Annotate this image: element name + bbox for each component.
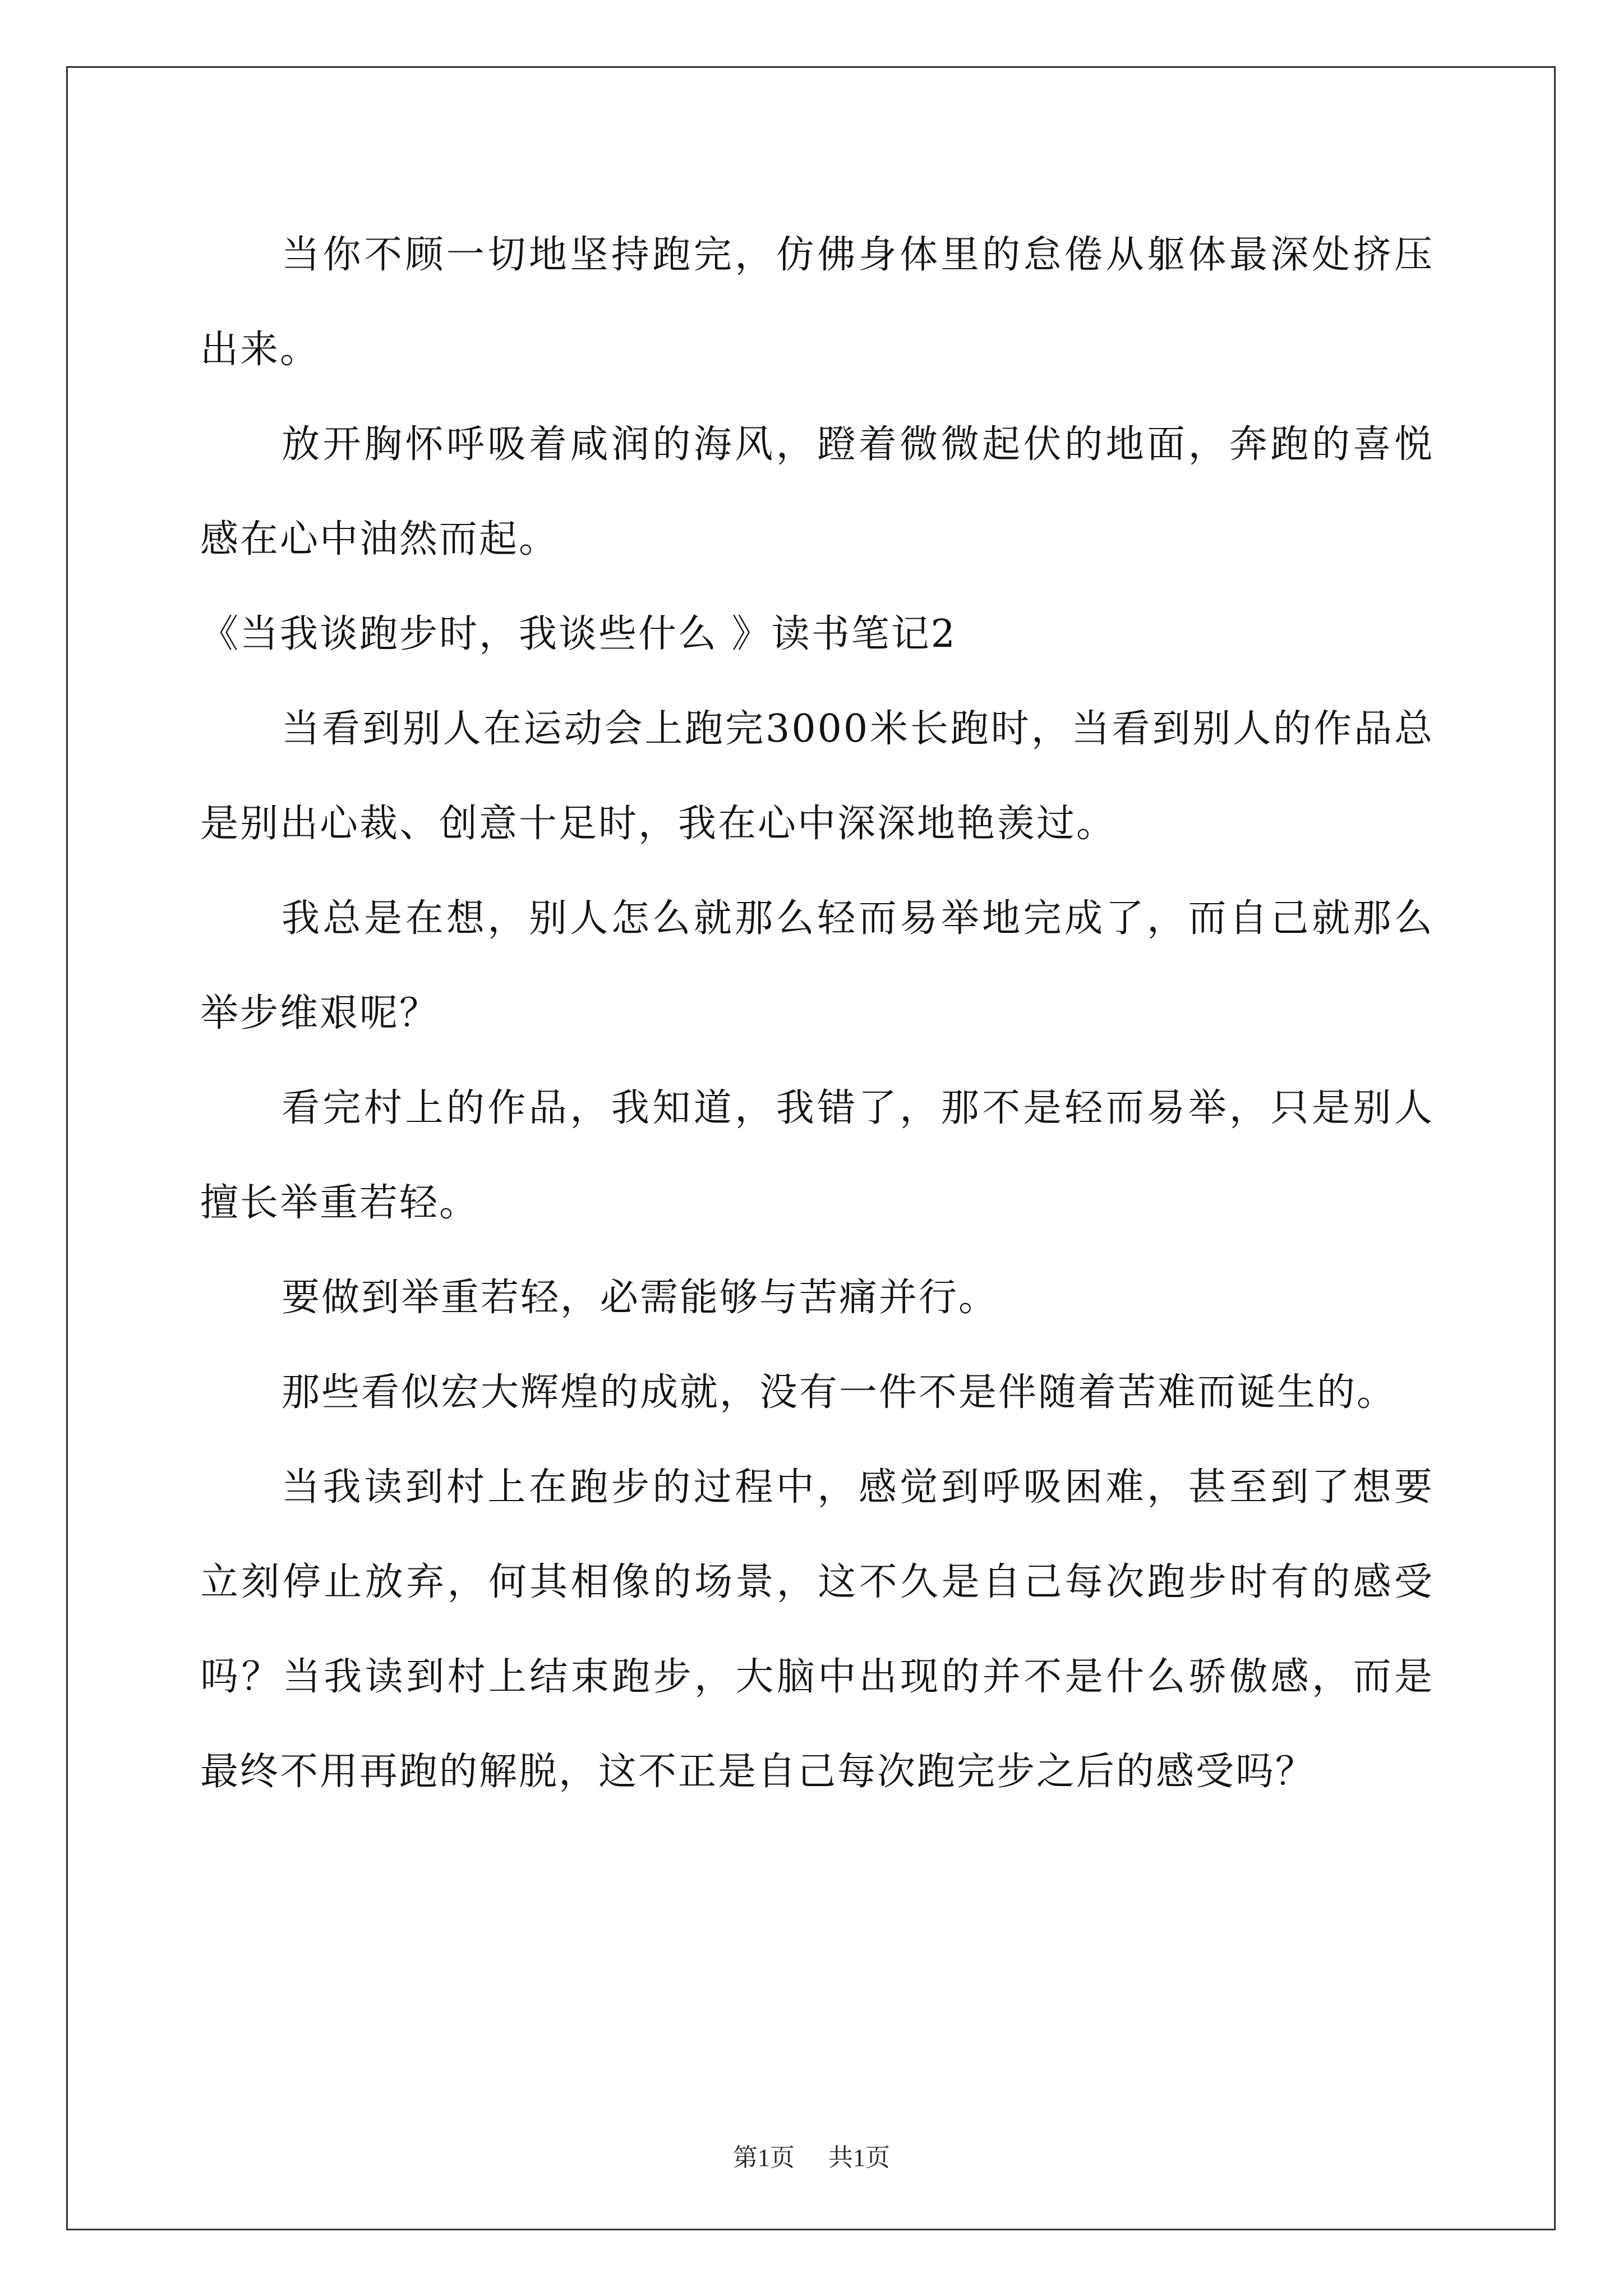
paragraph: 那些看似宏大辉煌的成就，没有一件不是伴随着苦难而诞生的。 — [282, 1370, 1397, 1415]
paragraph: 当看到别人在运动会上跑完3000米长跑时，当看到别人的作品总是别出心裁、创意十足时，我在心中深深地艳羡过。 — [200, 707, 1434, 846]
document-body — [200, 208, 1434, 1819]
page-total: 共1页 — [828, 2144, 890, 2171]
paragraph: 要做到举重若轻，必需能够与苦痛并行。 — [282, 1276, 999, 1320]
paragraph: 当你不顾一切地坚持跑完，仿佛身体里的怠倦从躯体最深处挤压出来。 — [200, 233, 1434, 372]
page-number: 第1页 — [733, 2144, 795, 2171]
paragraph: 看完村上的作品，我知道，我错了，那不是轻而易举，只是别人擅长举重若轻。 — [200, 1086, 1434, 1225]
paragraph: 放开胸怀呼吸着咸润的海风，蹬着微微起伏的地面，奔跑的喜悦感在心中油然而起。 — [200, 422, 1434, 562]
section-heading: 《当我谈跑步时，我谈些什么 》读书笔记2 — [200, 612, 957, 656]
page-footer — [0, 2137, 1623, 2173]
paragraph: 我总是在想，别人怎么就那么轻而易举地完成了，而自己就那么举步维艰呢？ — [200, 896, 1434, 1036]
paragraph: 当我读到村上在跑步的过程中，感觉到呼吸困难，甚至到了想要立刻停止放弃，何其相像的场景，这不久是自己每次跑步时有的感受吗？当我读到村上结束跑步，大脑中出现的并不是什么骄傲感，而是最终不用再跑的解脱，这不正是自己每次跑完步之后的感受吗？ — [200, 1465, 1434, 1794]
